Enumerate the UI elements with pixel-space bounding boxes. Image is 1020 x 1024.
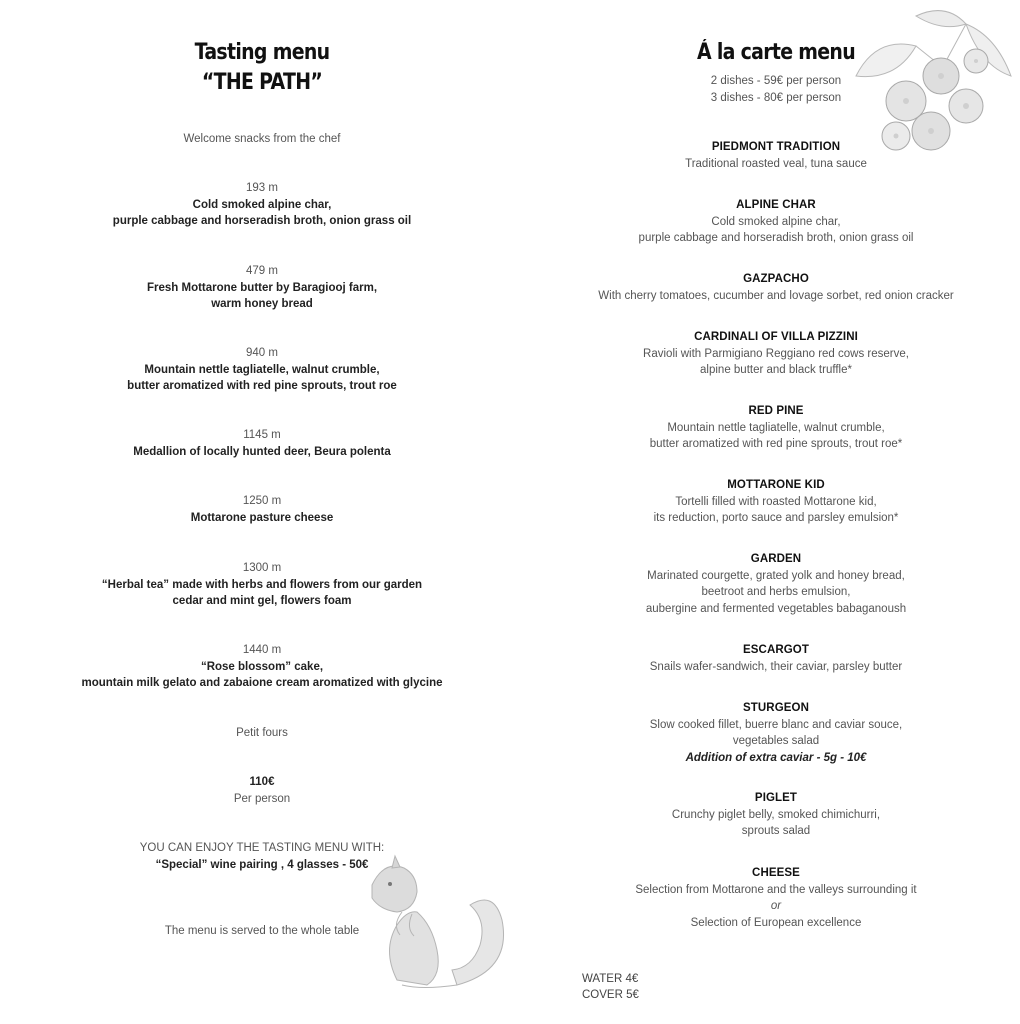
dish: GAZPACHO With cherry tomatoes, cucumber and lovage sorbet, red onion cracker [598,273,954,302]
cover-price: COVER 5€ [582,989,639,1001]
extra-caviar-note: Addition of extra caviar - 5g - 10€ [685,751,867,764]
tasting-menu [60,0,464,1024]
tasting-course: 1440 m “Rose blossom” cake, mountain milk gelato and zabaione cream aromatized with glycine [81,644,443,689]
tasting-course: 479 m Fresh Mottarone butter by Baragiooj farm, warm honey bread [146,265,378,310]
tasting-course: 1250 m Mottarone pasture cheese [190,495,334,524]
dish: ESCARGOT Snails wafer-sandwich, their caviar, parsley butter [649,644,903,673]
dish: PIEDMONT TRADITION Traditional roasted veal, tuna sauce [685,141,867,170]
dish: CARDINALI OF VILLA PIZZINI Ravioli with Parmigiano Reggiano red cows reserve, alpine butter and black truffle* [643,331,909,376]
dish: RED PINE Mountain nettle tagliatelle, walnut crumble, butter aromatized with red pine sprouts, trout roe* [649,405,903,450]
alacarte-title: Á la carte menu [696,40,855,65]
dish: ALPINE CHAR Cold smoked alpine char, purple cabbage and horseradish broth, onion grass oil [638,199,914,244]
petit-fours: Petit fours [236,727,288,739]
water-price: WATER 4€ [582,973,639,985]
tasting-course: 193 m Cold smoked alpine char, purple cabbage and horseradish broth, onion grass oil [112,182,412,227]
footer-charges [582,971,639,1003]
dish: CHEESE Selection from Mottarone and the valleys surrounding it or Selection of European excellence [635,867,917,929]
alacarte-prices: 2 dishes - 59€ per person 3 dishes - 80€ per person [710,75,842,104]
dish: PIGLET Crunchy piglet belly, smoked chimichurri, sprouts salad [671,792,881,837]
dish: MOTTARONE KID Tortelli filled with roasted Mottarone kid, its reduction, porto sauce and parsley emulsion* [653,479,899,524]
tasting-course: 940 m Mountain nettle tagliatelle, walnut crumble, butter aromatized with red pine sprouts, trout roe [127,347,397,392]
welcome-snacks: Welcome snacks from the chef [183,133,341,145]
wine-pairing: YOU CAN ENJOY THE TASTING MENU WITH: “Special” wine pairing , 4 glasses - 50€ [139,842,385,871]
alacarte-menu [576,0,976,1024]
dish: GARDEN Marinated courgette, grated yolk and honey bread, beetroot and herbs emulsion, aubergine and fermented vegetables babaganoush [645,553,907,615]
whole-table-note: The menu is served to the whole table [164,925,360,937]
tasting-price: 110€ Per person [233,776,291,805]
dish: STURGEON Slow cooked fillet, buerre blanc and caviar souce, vegetables salad Addition of extra caviar - 5g - 10€ [576,700,976,766]
tasting-title: Tasting menu “THE PATH” [194,40,330,95]
tasting-course: 1145 m Medallion of locally hunted deer, Beura polenta [133,429,391,458]
tasting-course: 1300 m “Herbal tea” made with herbs and flowers from our garden cedar and mint gel, flowers foam [101,562,423,607]
